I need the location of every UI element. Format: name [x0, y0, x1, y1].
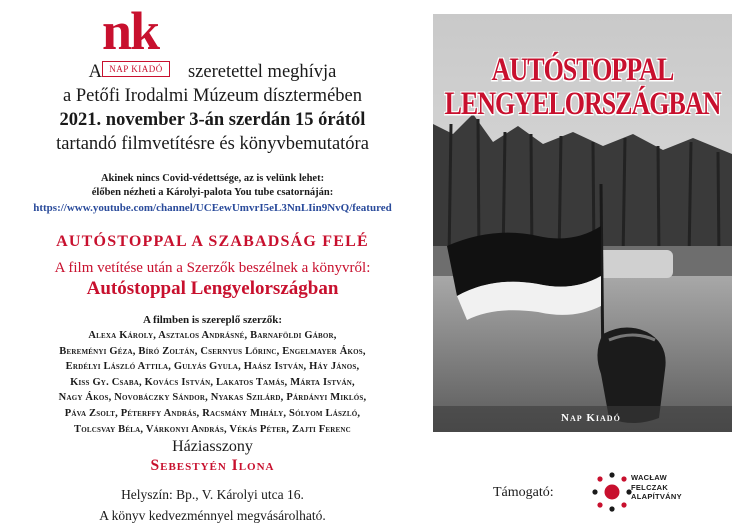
- program-subtitle: A film vetítése után a Szerzők beszélnek a könyvről:: [54, 260, 371, 276]
- venue-address: Helyszín: Bp., V. Károlyi utca 16.: [121, 487, 304, 502]
- program-title: AUTÓSTOPPAL A SZABADSÁG FELÉ: [56, 233, 369, 250]
- support-label: Támogató:: [493, 485, 554, 500]
- sponsor-name-line: FELCZAK: [631, 482, 669, 492]
- cast-list: [0, 328, 425, 437]
- host-label: Háziasszony: [172, 438, 253, 455]
- invitation-event-line: tartandó filmvetítésre és könyvbemutatóra: [56, 134, 369, 154]
- book-cover: [433, 14, 732, 432]
- logo-publisher: NAP KIADÓ: [102, 61, 170, 77]
- sponsor-name: [631, 473, 682, 502]
- cover-title-line-1: AUTÓSTOPPAL: [491, 51, 674, 88]
- invitation-prefix: A: [88, 62, 102, 82]
- cast-line: Kiss Gy. Csaba, Kovács István, Lakatos Tamás, Márta István,: [70, 376, 355, 388]
- sponsor-name-line: ALAPÍTVÁNY: [631, 492, 682, 501]
- invitation-line-1: [0, 62, 425, 82]
- logo-letters: nk: [102, 1, 159, 61]
- online-note-2: élőben nézheti a Károlyi-palota You tube csatornáján:: [91, 187, 334, 198]
- cast-line: Alexa Károly, Asztalos Andrásné, Barnaföldi Gábor,: [88, 330, 337, 341]
- logo-space: [102, 67, 188, 77]
- invitation-venue-line: a Petőfi Irodalmi Múzeum dísztermében: [63, 86, 362, 106]
- cast-line: Erdélyi László Attila, Gulyás Gyula, Haász István, Háy János,: [65, 361, 360, 373]
- host-name: Sebestyén Ilona: [150, 457, 275, 474]
- invitation-date-line: 2021. november 3-án szerdán 15 órától: [59, 110, 366, 130]
- cast-heading: A filmben is szereplő szerzők:: [142, 314, 283, 326]
- online-note-1: Akinek nincs Covid-védettsége, az is velünk lehet:: [100, 173, 325, 184]
- cast-line: Nagy Ákos, Novobáczky Sándor, Nyakas Szilárd, Párdányi Miklós,: [58, 392, 367, 404]
- cover-title-line-2: LENGYELORSZÁGBAN: [444, 85, 721, 122]
- sponsor-name-line: WACŁAW: [631, 473, 667, 482]
- cast-line: Tolcsvay Béla, Várkonyi András, Vékás Péter, Zajti Ferenc: [74, 423, 351, 435]
- youtube-link[interactable]: https://www.youtube.com/channel/UCEewUmvrI5eL3NnLIin9NvQ/featured: [33, 202, 392, 214]
- invitation-line-1-rest: szeretettel meghívja: [187, 62, 337, 82]
- cast-line: Bereményi Géza, Bíró Zoltán, Csernyus Lőrinc, Engelmayer Ákos,: [59, 345, 366, 357]
- discount-note: A könyv kedvezménnyel megvásárolható.: [99, 508, 326, 523]
- book-title: Autóstoppal Lengyelországban: [86, 278, 339, 299]
- cast-line: Páva Zsolt, Péterffy András, Racsmány Mihály, Sólyom László,: [64, 407, 361, 419]
- cover-publisher: Nap Kiadó: [561, 412, 621, 424]
